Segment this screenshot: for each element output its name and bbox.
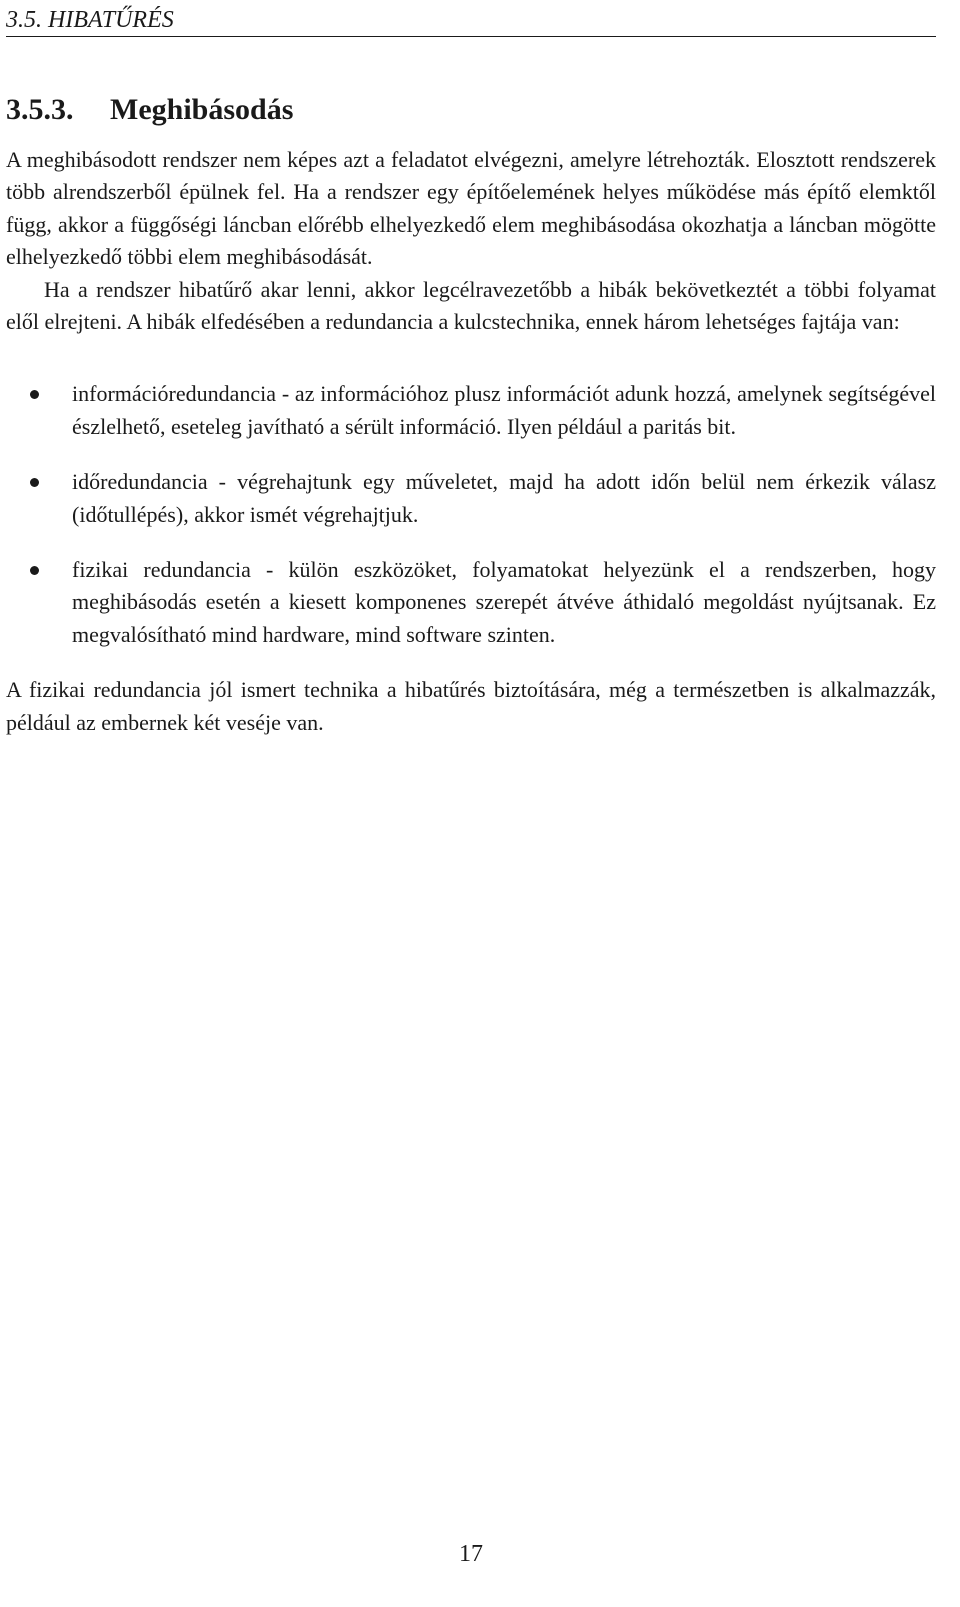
bullet-icon [30, 566, 39, 575]
body-text [6, 144, 936, 739]
list-item-text: fizikai redundancia - külön eszközöket, folyamatokat helyezünk el a rendszerben, hogy meghibásodás esetén a kiesett komponenes szerepét átvéve áthidaló megoldást nyújtsanak. Ez megvalósítható mind hardware, mind software szinten. [72, 557, 936, 647]
redundancy-list [6, 378, 936, 651]
list-item-text: időredundancia - végrehajtunk egy műveletet, majd ha adott időn belül nem érkezik válasz (időtullépés), akkor ismét végrehajtjuk. [72, 469, 936, 527]
paragraph-physical-redundancy: A fizikai redundancia jól ismert technika a hibatűrés biztoítására, még a természetben is alkalmazzák, például az embernek két veséje van. [6, 677, 936, 735]
bullet-icon [30, 390, 39, 399]
running-header: 3.5. HIBATŰRÉS [6, 4, 936, 37]
document-page [6, 0, 936, 1607]
section-number: 3.5.3. [6, 93, 74, 126]
page-number: 17 [459, 1541, 483, 1567]
paragraph-intro: A meghibásodott rendszer nem képes azt a feladatot elvégezni, amelyre létrehozták. Elosztott rendszerek több alrendszerből épülnek fel. Ha a rendszer egy építőelemének helyes működése más építő elemktől függ, akkor a függőségi láncban előrébb elhelyezkedő elem meghibásodása okozhatja a láncban mögötte elhelyezkedő többi elem meghibásodását. [6, 147, 936, 270]
list-item [6, 466, 936, 531]
list-item [6, 378, 936, 443]
list-item-text: információredundancia - az információhoz plusz információt adunk hozzá, amelynek segítségével észlelhető, eseteleg javítható a sérült információ. Ilyen például a paritás bit. [72, 381, 936, 439]
section-title: Meghibásodás [110, 93, 294, 126]
list-item [6, 554, 936, 651]
section-heading [6, 88, 936, 132]
paragraph-fault-tolerance: Ha a rendszer hibatűrő akar lenni, akkor legcélravezetőbb a hibák bekövetkeztét a többi folyamat elől elrejteni. A hibák elfedésében a redundancia a kulcstechnika, ennek három lehetséges fajtája van: [6, 276, 936, 335]
bullet-icon [30, 478, 39, 487]
